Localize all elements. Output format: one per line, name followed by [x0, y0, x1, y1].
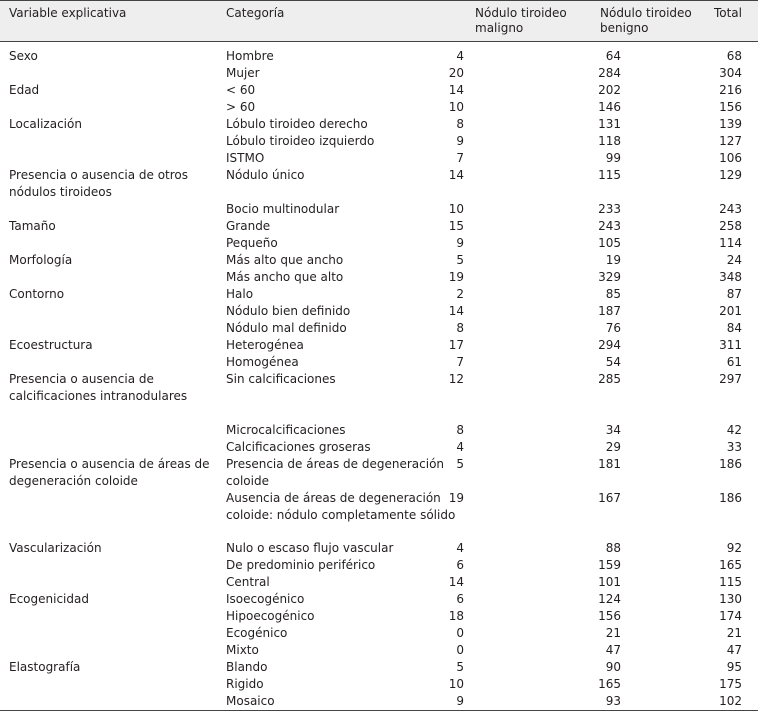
row-benign: 233 [598, 202, 621, 216]
row-benign: 101 [598, 575, 621, 589]
row-category: Isoecogénico [226, 592, 305, 606]
row-malignant: 10 [448, 677, 464, 691]
row-total: 311 [719, 338, 742, 352]
row-total: 21 [726, 626, 742, 640]
row-variable: Ecogenicidad [9, 592, 89, 606]
row-malignant: 20 [448, 66, 464, 80]
row-malignant: 17 [448, 338, 464, 352]
row-benign: 85 [605, 287, 621, 301]
row-variable: Edad [9, 83, 40, 97]
row-category: Nódulo único [226, 168, 305, 182]
row-benign: 115 [598, 168, 621, 182]
table-row [0, 99, 758, 116]
header-benign: Nódulo tiroideo benigno [600, 6, 692, 35]
row-total: 175 [719, 677, 742, 691]
table-row [0, 269, 758, 286]
row-total: 130 [719, 592, 742, 606]
row-category: Ausencia de áreas de degeneración coloide: nódulo completamente sólido [226, 491, 456, 522]
row-malignant: 14 [448, 168, 464, 182]
row-malignant: 10 [448, 202, 464, 216]
table-row [0, 422, 758, 439]
table-row [0, 574, 758, 591]
row-malignant: 12 [448, 372, 464, 386]
row-category: Lóbulo tiroideo derecho [226, 117, 368, 131]
row-total: 129 [719, 168, 742, 182]
row-malignant: 9 [456, 694, 464, 708]
row-variable: Contorno [9, 287, 65, 301]
table-row [0, 320, 758, 337]
row-total: 297 [719, 372, 742, 386]
header-category: Categoría [226, 6, 285, 20]
row-benign: 54 [605, 355, 621, 369]
header-malignant: Nódulo tiroideo maligno [475, 6, 567, 35]
row-category: Central [226, 575, 270, 589]
row-category: De predominio periférico [226, 558, 376, 572]
row-total: 216 [719, 83, 742, 97]
row-category: Homogénea [226, 355, 299, 369]
table-row [0, 286, 758, 303]
table-row [0, 659, 758, 676]
row-total: 348 [719, 270, 742, 284]
row-category: Hombre [226, 49, 274, 63]
row-malignant: 4 [456, 49, 464, 63]
table-row [0, 354, 758, 371]
row-total: 102 [719, 694, 742, 708]
row-total: 47 [726, 643, 742, 657]
row-variable: Localización [9, 117, 82, 131]
row-benign: 124 [598, 592, 621, 606]
row-variable: Tamaño [9, 219, 56, 233]
row-malignant: 9 [456, 236, 464, 250]
row-total: 201 [719, 304, 742, 318]
row-total: 92 [726, 541, 742, 555]
row-category: Hipoecogénico [226, 609, 315, 623]
row-category: Blando [226, 660, 268, 674]
row-category: Mujer [226, 66, 260, 80]
row-category: Calcificaciones groseras [226, 440, 371, 454]
table-header [0, 0, 758, 42]
row-malignant: 5 [456, 253, 464, 267]
row-benign: 243 [598, 219, 621, 233]
row-variable: Morfología [9, 253, 73, 267]
row-variable: Ecoestructura [9, 338, 93, 352]
row-variable: Sexo [9, 49, 38, 63]
row-total: 186 [719, 457, 742, 471]
row-benign: 181 [598, 457, 621, 471]
row-malignant: 14 [448, 304, 464, 318]
row-category: Grande [226, 219, 271, 233]
row-benign: 21 [605, 626, 621, 640]
table-row [0, 303, 758, 320]
row-total: 243 [719, 202, 742, 216]
row-benign: 167 [598, 491, 621, 505]
header-total: Total [713, 6, 742, 20]
row-benign: 88 [605, 541, 621, 555]
table-row [0, 235, 758, 252]
row-total: 42 [726, 423, 742, 437]
row-total: 165 [719, 558, 742, 572]
row-malignant: 5 [456, 457, 464, 471]
row-total: 115 [719, 575, 742, 589]
row-benign: 105 [598, 236, 621, 250]
row-benign: 90 [605, 660, 621, 674]
row-benign: 64 [605, 49, 621, 63]
row-category: Presencia de áreas de degeneración coloide [226, 457, 445, 488]
row-malignant: 5 [456, 660, 464, 674]
row-category: Lóbulo tiroideo izquierdo [226, 134, 375, 148]
row-total: 68 [726, 49, 742, 63]
row-variable: Elastografía [9, 660, 81, 674]
row-total: 106 [719, 151, 742, 165]
row-category: Sin calcificaciones [226, 372, 336, 386]
row-malignant: 18 [448, 609, 464, 623]
row-malignant: 10 [448, 100, 464, 114]
table-row [0, 608, 758, 625]
table-body [0, 48, 758, 710]
table-row [0, 201, 758, 218]
row-category: Más ancho que alto [226, 270, 344, 284]
row-total: 114 [719, 236, 742, 250]
row-total: 186 [719, 491, 742, 505]
row-category: < 60 [226, 83, 256, 97]
table-row [0, 48, 758, 65]
row-total: 139 [719, 117, 742, 131]
row-malignant: 4 [456, 440, 464, 454]
row-benign: 131 [598, 117, 621, 131]
row-malignant: 9 [456, 134, 464, 148]
row-variable: Presencia o ausencia de calcificaciones intranodulares [9, 372, 188, 403]
row-category: Ecogénico [226, 626, 288, 640]
header-variable: Variable explicativa [9, 6, 127, 20]
row-category: ISTMO [226, 151, 265, 165]
table-row [0, 591, 758, 608]
table-row [0, 167, 758, 201]
row-benign: 159 [598, 558, 621, 572]
row-category: > 60 [226, 100, 256, 114]
row-benign: 156 [598, 609, 621, 623]
row-benign: 294 [598, 338, 621, 352]
row-total: 87 [726, 287, 742, 301]
table-row [0, 490, 758, 540]
row-total: 84 [726, 321, 742, 335]
row-benign: 93 [605, 694, 621, 708]
row-category: Rigido [226, 677, 264, 691]
row-malignant: 8 [456, 117, 464, 131]
row-malignant: 14 [448, 575, 464, 589]
row-benign: 187 [598, 304, 621, 318]
row-total: 95 [726, 660, 742, 674]
row-benign: 76 [605, 321, 621, 335]
row-total: 61 [726, 355, 742, 369]
row-category: Nódulo bien definido [226, 304, 351, 318]
row-category: Mixto [226, 643, 259, 657]
row-benign: 285 [598, 372, 621, 386]
row-malignant: 6 [456, 558, 464, 572]
row-variable: Vascularización [9, 541, 102, 555]
row-benign: 29 [605, 440, 621, 454]
row-total: 304 [719, 66, 742, 80]
row-category: Microcalcificaciones [226, 423, 346, 437]
row-benign: 202 [598, 83, 621, 97]
row-category: Nulo o escaso flujo vascular [226, 541, 394, 555]
row-total: 156 [719, 100, 742, 114]
table-row [0, 557, 758, 574]
row-category: Nódulo mal definido [226, 321, 347, 335]
row-benign: 47 [605, 643, 621, 657]
row-malignant: 19 [448, 491, 464, 505]
table-row [0, 133, 758, 150]
row-category: Heterogénea [226, 338, 304, 352]
row-benign: 329 [598, 270, 621, 284]
row-benign: 284 [598, 66, 621, 80]
row-benign: 34 [605, 423, 621, 437]
table-row [0, 252, 758, 269]
row-total: 258 [719, 219, 742, 233]
row-malignant: 4 [456, 541, 464, 555]
row-benign: 19 [605, 253, 621, 267]
row-variable: Presencia o ausencia de otros nódulos tiroideos [9, 168, 188, 199]
table-row [0, 439, 758, 456]
table-row [0, 540, 758, 557]
row-category: Pequeño [226, 236, 278, 250]
row-malignant: 0 [456, 643, 464, 657]
row-category: Bocio multinodular [226, 202, 340, 216]
table-row [0, 150, 758, 167]
table-row [0, 65, 758, 82]
table-row [0, 116, 758, 133]
row-total: 174 [719, 609, 742, 623]
row-category: Más alto que ancho [226, 253, 344, 267]
table-row [0, 218, 758, 235]
row-total: 127 [719, 134, 742, 148]
row-malignant: 7 [456, 151, 464, 165]
table-row [0, 371, 758, 422]
row-malignant: 14 [448, 83, 464, 97]
table-row [0, 625, 758, 642]
row-malignant: 8 [456, 321, 464, 335]
row-malignant: 0 [456, 626, 464, 640]
row-benign: 146 [598, 100, 621, 114]
row-malignant: 8 [456, 423, 464, 437]
row-malignant: 6 [456, 592, 464, 606]
row-category: Halo [226, 287, 254, 301]
row-variable: Presencia o ausencia de áreas de degeneración coloide [9, 457, 210, 488]
row-benign: 165 [598, 677, 621, 691]
row-benign: 118 [598, 134, 621, 148]
row-malignant: 15 [448, 219, 464, 233]
table-row [0, 676, 758, 693]
row-malignant: 19 [448, 270, 464, 284]
row-benign: 99 [605, 151, 621, 165]
row-total: 33 [726, 440, 742, 454]
row-malignant: 2 [456, 287, 464, 301]
row-total: 24 [726, 253, 742, 267]
table-row [0, 337, 758, 354]
table-row [0, 693, 758, 710]
row-category: Mosaico [226, 694, 275, 708]
table-row [0, 642, 758, 659]
table-row [0, 456, 758, 490]
table-row [0, 82, 758, 99]
row-malignant: 7 [456, 355, 464, 369]
